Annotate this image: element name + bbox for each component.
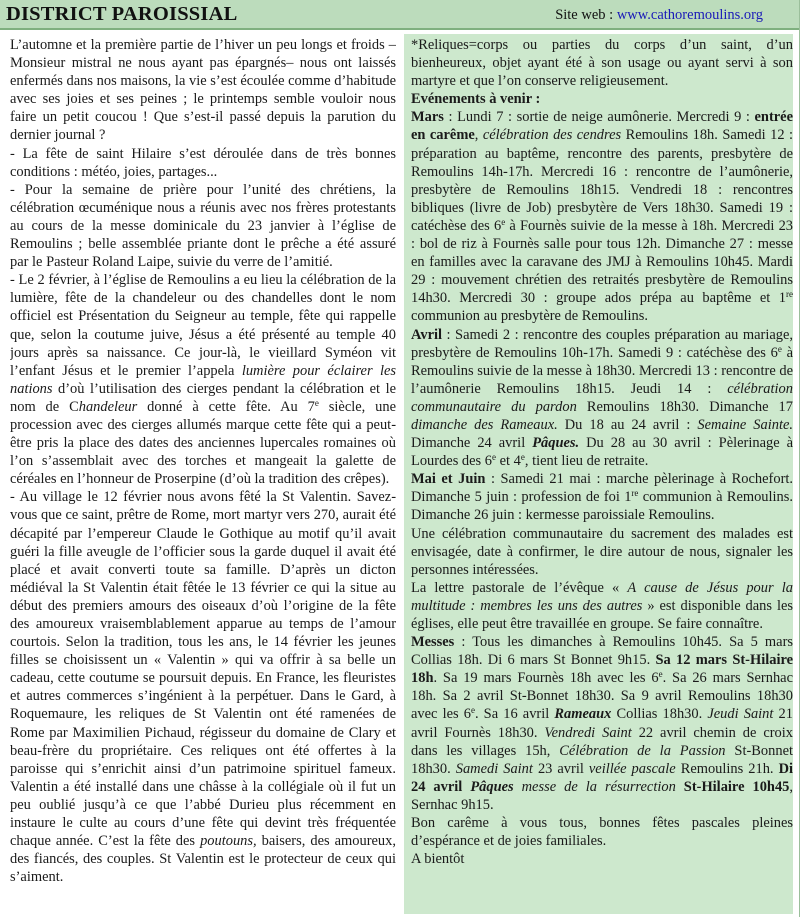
unite-paragraph: - Pour la semaine de prière pour l’unité des chrétiens, la célébration œcuménique nous a réunis avec nos frères protestants au cours de la messe dominicale du 23 janvier à l’église de Remoulins ; belle assemblée priante dont le prêche a été assuré par le Pasteur Roland Laipe, suivie du verre de l’amitié. [10,181,396,271]
reliques-note: *Reliques=corps ou parties du corps d’un saint, d’un bienheureux, objet ayant été à son usage ou ayant servi à son martyre et que l’on conserve religieusement. [411,37,793,90]
website-line [555,7,763,24]
hilaire-paragraph: - La fête de saint Hilaire s’est déroulée dans de très bonnes conditions : météo, joies, partages... [10,145,396,180]
careme-paragraph: Bon carême à vous tous, bonnes fêtes pascales pleines d’espérance et de joies familiales. [411,815,793,850]
chandeleur-paragraph: - Le 2 février, à l’église de Remoulins a eu lieu la célébration de la lumière, fête de la chandeleur ou des chandelles dont le nom officiel est Présentation du Seigneur au temple, fête qui rappelle que, selon la coutume juive, Jésus a été présenté au temple 40 jours après sa naissance. Ce jour-là, le vieillard Syméon vit l’enfant Jésus et le premier l’appela lumière pour éclairer les nations d’où l’utilisation des cierges pendant la célébration et le nom de Chandeleur donné à cette fête. Au 7e siècle, une procession avec des cierges allumés marque cette fête qui a peut-être pris la place des dates des anciennes lupercales romaines où l’on s’assemblait avec des torches et mangeait la galette de céréales en l’honneur de Proserpine (d’où la tradition des crêpes). [10,272,396,488]
closing-line: A bientôt [411,851,465,868]
avril-paragraph: Avril : Samedi 2 : rencontre des couples préparation au mariage, presbytère de Remoulins 10h-17h. Samedi 9 : catéchèse des 6e à Remoulins suivie de la messe à 18h30. Mercredi 13 : rencontre de l’aumônerie Remoulins 18h15. Jeudi 14 : célébration communautaire du pardon Remoulins 18h30. Dimanche 17 dimanche des Rameaux. Du 18 au 24 avril : Semaine Sainte. Dimanche 24 avril Pâques. Du 28 au 30 avril : Pèlerinage à Lourdes des 6e et 4e, tient lieu de retraite. [411,326,793,470]
page-title: DISTRICT PAROISSIAL [6,3,238,25]
mai-juin-paragraph: Mai et Juin : Samedi 21 mai : marche pèlerinage à Rochefort. Dimanche 5 juin : profession de foi 1re communion à Remoulins. Dimanche 26 juin : kermesse paroissiale Remoulins. [411,471,793,524]
messes-paragraph: Messes : Tous les dimanches à Remoulins 10h45. Sa 5 mars Collias 18h. Di 6 mars St Bonnet 9h15. Sa 12 mars St-Hilaire 18h. Sa 19 mars Fournès 18h avec les 6e. Sa 26 mars Sernhac 18h. Sa 2 avril St-Bonnet 18h30. Sa 9 avril Remoulins 18h30 avec les 6e. Sa 16 avril Rameaux Collias 18h30. Jeudi Saint 21 avril Fournès 18h30. Vendredi Saint 22 avril chemin de croix dans les villages 15h, Célébration de la Passion St-Bonnet 18h30. Samedi Saint 23 avril veillée pascale Remoulins 21h. Di 24 avril Pâques messe de la résurrection St-Hilaire 10h45, Sernhac 9h15. [411,634,793,813]
section-header [0,0,799,30]
left-column [10,36,396,914]
valentin-paragraph: - Au village le 12 février nous avons fêté la St Valentin. Savez-vous que ce saint, prêtre de Rome, mort martyr vers 270, aurait été décapité par l’empereur Claude le Gothique au motif qu’il avait guéri la fille aveugle de l’officier sous la garde duquel il avait été placé et avait converti toute sa famille. D’après un dicton médiéval la St Valentin était fêtée le 13 février ce qui la situe au début des premiers amours des oiseaux d’où l’origine de la fête des amoureux vraisemblablement apparue au temps de l’amour courtois. Selon la tradition, tous les ans, le 14 février les jeunes filles se choisissent un « Valentin » qui va offrir à sa belle un cadeau, cette coutume se poursuit depuis. En France, les fleuristes et autres commerces s’ingénient à la perpétuer. Dans le Gard, à Roquemaure, les reliques de St Valentin ont été ramenées de Rome par Maximilien Pichaud, régisseur du domaine de Clary et beau-frère du propriétaire. Ces reliques ont été offertes à la paroisse qui s’enrichit ainsi d’un patrimoine spirituel fameux. Valentin a été installé dans une châsse à la collégiale où il fut un peu oublié jusqu’à ce que l’abbé Durieu plus récemment en instaure le culte au cours d’une fête qui devint très fréquentée chaque année. C’est la fête des poutouns, baisers, des amoureux, des fiancés, des couples. St Valentin est le protecteur de ceux qui s’aiment. [10,489,396,886]
website-label: Site web : [555,7,617,23]
malades-paragraph: Une célébration communautaire du sacrement des malades est envisagée, date à confirmer, le dire autour de nous, signaler les personnes intéressées. [411,525,793,578]
mars-paragraph: Mars : Lundi 7 : sortie de neige aumônerie. Mercredi 9 : entrée en carême, célébration des cendres Remoulins 18h. Samedi 12 : préparation au baptême, rencontre des parents, presbytère de Remoulins 14h-17h. Mercredi 16 : rencontre de l’aumônerie, presbytère de Remoulins 18h15. Vendredi 18 : rencontres bibliques (livre de Job) presbytère de Vers 18h30. Samedi 19 : catéchèse des 6e à Fournès suivie de la messe à 18h. Mercredi 23 : bol de riz à Fournès salle pour tous 12h. Dimanche 27 : messe en familles avec la caravane des JMJ à Remoulins 10h45. Mardi 29 : mouvement chrétien des retraités presbytère de Remoulins 14h30. Mercredi 30 : groupe ados prépa au baptême et 1re communion au presbytère de Remoulins. [411,109,793,325]
right-column [404,34,793,914]
events-heading: Evénements à venir : [411,91,541,108]
lettre-paragraph: La lettre pastorale de l’évêque « A cause de Jésus pour la multitude : membres les uns des autres » est disponible dans les églises, elle peut être travaillée en groupe. Se faire connaître. [411,579,793,632]
intro-paragraph: L’automne et la première partie de l’hiver un peu longs et froids –Monsieur mistral ne nous ayant pas épargnés– nous ont laissés enfermés dans nos maisons, la vie s’est écoulée comme d’habitude avec ses joies et ses peines ; le printemps semble vouloir nous faire un petit coucou ! Que s’est-il passé depuis la parution du dernier journal ? [10,37,396,144]
website-link[interactable]: www.cathoremoulins.org [616,7,763,23]
